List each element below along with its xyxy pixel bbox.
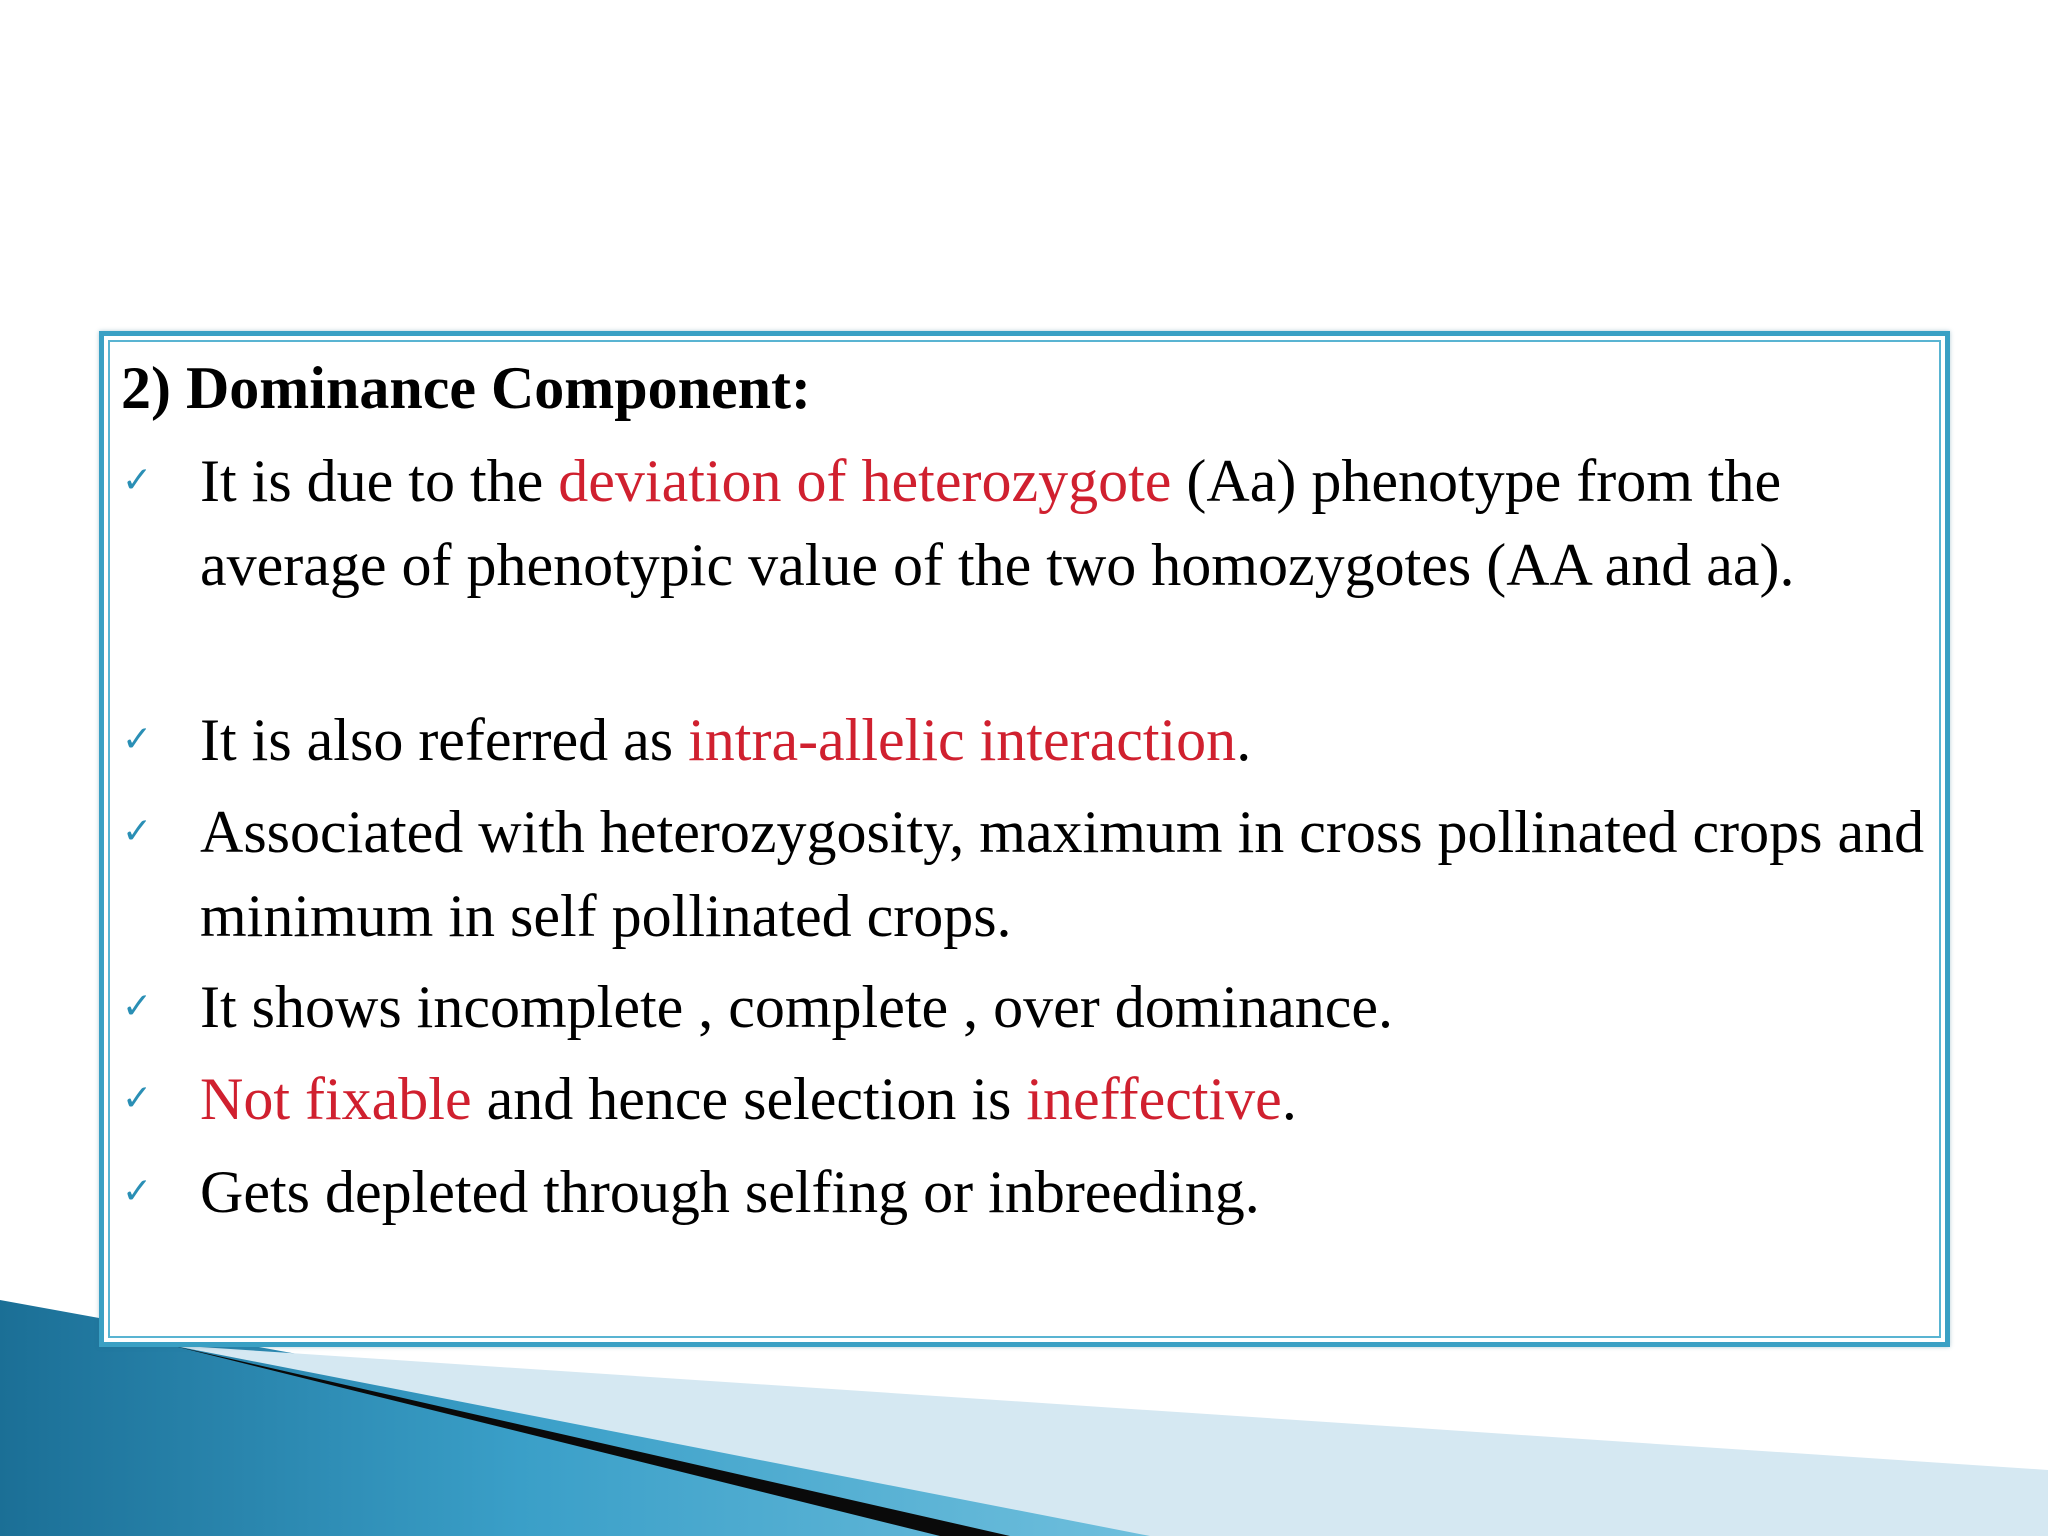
bullet-text: It is also referred as (200, 707, 689, 773)
bullet-item (122, 1057, 1925, 1141)
check-icon: ✓ (122, 719, 153, 760)
bullet-highlight: ineffective (1026, 1066, 1282, 1132)
bullet-text: and hence selection is (471, 1066, 1027, 1132)
slide-heading (121, 352, 811, 424)
check-icon: ✓ (122, 1078, 153, 1119)
bullet-text: . (1281, 1066, 1297, 1132)
bullet-item (122, 790, 1925, 958)
bullet-item (122, 439, 1925, 607)
bullet-highlight: Not fixable (200, 1066, 472, 1132)
bullet-text: It is due to the (200, 448, 559, 514)
bullet-highlight: intra-allelic interaction (688, 707, 1237, 773)
bullet-text: Gets depleted through selfing or inbreeding. (200, 1159, 1260, 1225)
bullet-item (122, 965, 1925, 1049)
bullet-text: . (1236, 707, 1252, 773)
check-icon: ✓ (122, 986, 153, 1027)
bullet-text: It shows incomplete , complete , over dominance. (200, 974, 1393, 1040)
bullet-item (122, 1150, 1925, 1234)
heading-number: 2 (121, 355, 151, 421)
check-icon: ✓ (122, 460, 153, 501)
bullet-highlight: deviation of heterozygote (558, 448, 1172, 514)
bullet-text: (Aa) phenotype from the average of phenotypic value of the two homozygotes (AA and aa). (200, 448, 1795, 598)
check-icon: ✓ (122, 1171, 153, 1212)
heading-title: ) Dominance Component: (151, 355, 811, 421)
bullet-text: Associated with heterozygosity, maximum in cross pollinated crops and minimum in self pollinated crops. (200, 799, 1925, 949)
bullet-item (122, 698, 1925, 782)
check-icon: ✓ (122, 811, 153, 852)
